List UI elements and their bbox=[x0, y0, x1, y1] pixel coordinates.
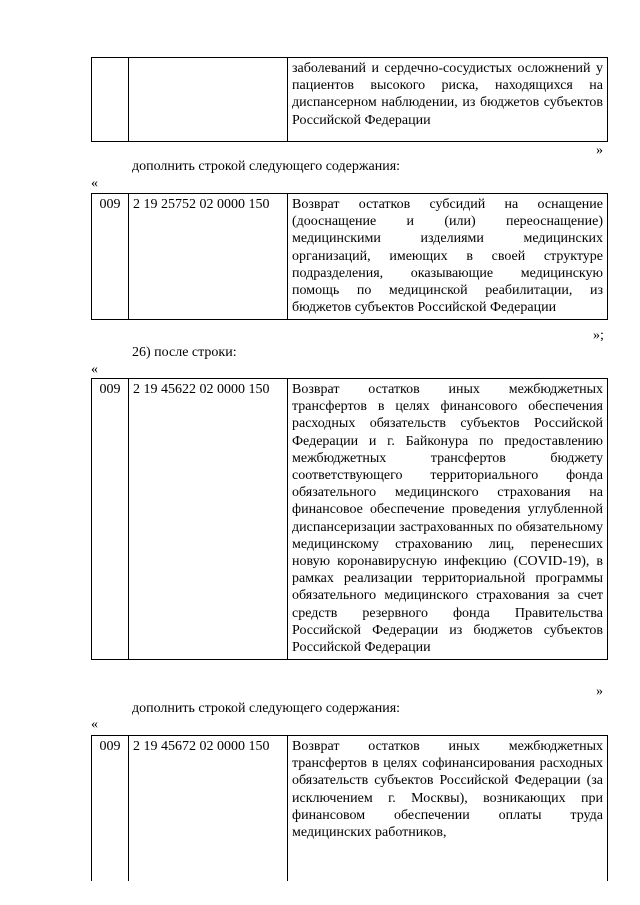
row-description: Возврат остатков иных межбюджетных трансфертов в целях финансового обеспечения расходных обязательств субъектов Российской Федерации и г. Байконура по предоставлению межбюджетных трансфертов бюджету соответствующего территориального фонда обязательного медицинского страхования на финансовое обеспечение проведения углубленной диспансеризации застрахованных по обязательному медицинскому страхованию лиц, перенесших новую коронавирусную инфекцию (COVID-19), в рамках реализации территориальной программы обязательного медицинского страхования за счет средств резервного фонда Правительства Российской Федерации из бюджетов субъектов Российской Федерации bbox=[288, 379, 608, 660]
table-row bbox=[91, 57, 608, 142]
table-row bbox=[91, 193, 608, 320]
budget-admin-code bbox=[92, 58, 129, 142]
budget-admin-code: 009 bbox=[92, 379, 129, 660]
close-quote: » bbox=[596, 684, 603, 699]
close-quote: » bbox=[596, 143, 603, 158]
classification-code: 2 19 45622 02 0000 150 bbox=[129, 379, 288, 660]
classification-code: 2 19 25752 02 0000 150 bbox=[129, 194, 288, 320]
budget-admin-code: 009 bbox=[92, 194, 129, 320]
row-description: Возврат остатков субсидий на оснащение (дооснащение и (или) переоснащение) медицинскими изделиями медицинских организаций, имеющих в своей структуре подразделения, оказывающие медицинскую помощь по медицинской реабилитации, из бюджетов субъектов Российской Федерации bbox=[288, 194, 608, 320]
row-description: Возврат остатков иных межбюджетных трансфертов в целях софинансирования расходных обязательств субъектов Российской Федерации (за исключением г. Москвы), возникающих при финансовом обеспечении оплаты труда медицинских работников, bbox=[288, 736, 608, 882]
table-row bbox=[91, 378, 608, 660]
classification-code bbox=[129, 58, 288, 142]
open-quote: « bbox=[91, 717, 98, 732]
table-row bbox=[91, 735, 608, 881]
open-quote: « bbox=[91, 362, 98, 377]
classification-code: 2 19 45672 02 0000 150 bbox=[129, 736, 288, 882]
open-quote: « bbox=[91, 176, 98, 191]
paragraph-supplement: дополнить строкой следующего содержания: bbox=[132, 701, 401, 716]
row-description: заболеваний и сердечно-сосудистых осложнений у пациентов высокого риска, находящихся на диспансерном наблюдении, из бюджетов субъектов Российской Федерации bbox=[288, 58, 608, 142]
paragraph-item-26: 26) после строки: bbox=[132, 345, 237, 360]
close-quote-semicolon: »; bbox=[593, 328, 604, 343]
budget-admin-code: 009 bbox=[92, 736, 129, 882]
paragraph-supplement: дополнить строкой следующего содержания: bbox=[132, 159, 401, 174]
